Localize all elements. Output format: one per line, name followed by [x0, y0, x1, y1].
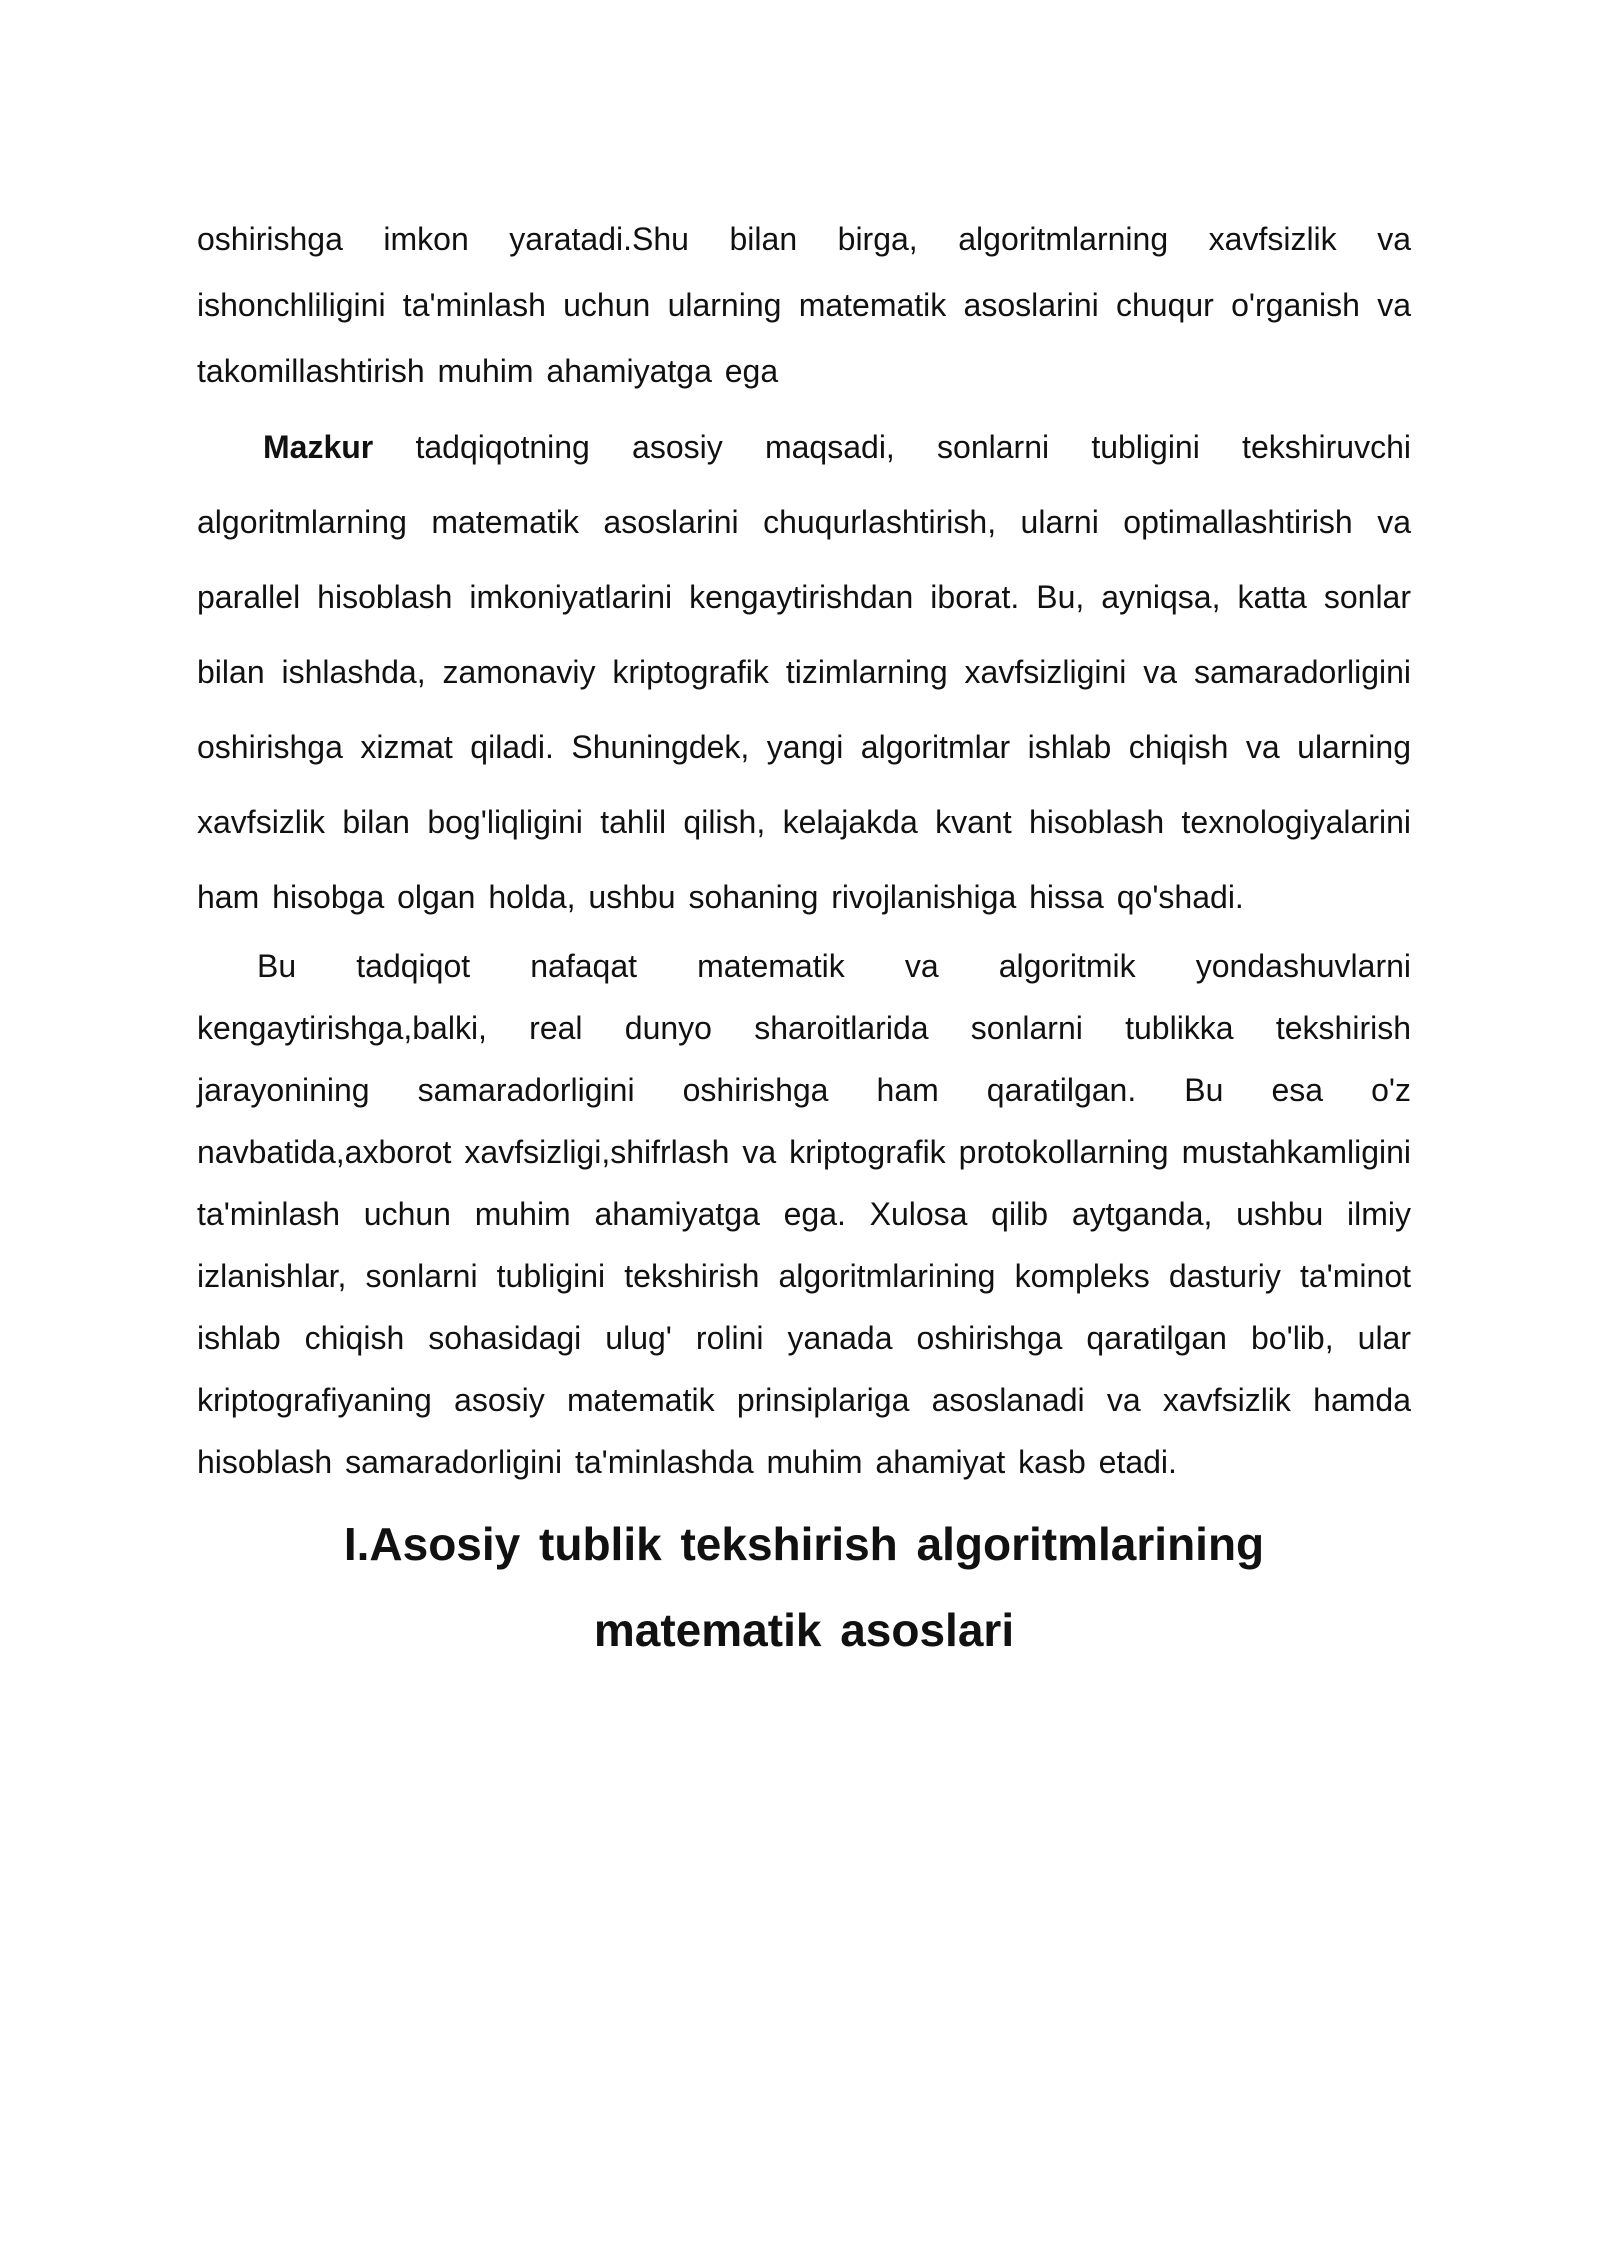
paragraph-text: tadqiqotning asosiy maqsadi, sonlarni tubligini tekshiruvchi algoritmlarning matematik asoslarini chuqurlashtirish, ularni optimallashtirish va parallel hisoblash imkoniyatlarini kengaytirishdan iborat. Bu, ayniqsa, katta sonlar bilan ishlashda, zamonaviy kriptografik tizimlarning xavfsizligini va samaradorligini oshirishga xizmat qiladi. Shuningdek, yangi algoritmlar ishlab chiqish va ularning xavfsizlik bilan bog'liqligini tahlil qilish, kelajakda kvant hisoblash texnologiyalarini ham hisobga olgan holda, ushbu sohaning rivojlanishiga hissa qo'shadi.: [197, 429, 1411, 915]
paragraph-text: oshirishga imkon yaratadi.Shu bilan birga, algoritmlarning xavfsizlik va ishonchliligini ta'minlash uchun ularning matematik asoslarini chuqur o'rganish va takomillashtirish muhim ahamiyatga ega: [197, 221, 1411, 389]
section-heading-line-2: matematik asoslari: [593, 1604, 1015, 1656]
paragraph-lead-word: Mazkur: [263, 429, 374, 465]
section-heading-line-1: I.Asosiy tublik tekshirish algoritmlarining: [343, 1518, 1265, 1570]
document-page: [197, 206, 1411, 1673]
paragraph-text: Bu tadqiqot nafaqat matematik va algoritmik yondashuvlarni kengaytirishga,balki, real dunyo sharoitlarida sonlarni tublikka tekshirish jarayonining samaradorligini oshirishga ham qaratilgan. Bu esa o'z navbatida,axborot xavfsizligi,shifrlash va kriptografik protokollarning mustahkamligini ta'minlash uchun muhim ahamiyatga ega. Xulosa qilib aytganda, ushbu ilmiy izlanishlar, sonlarni tubligini tekshirish algoritmlarining kompleks dasturiy ta'minot ishlab chiqish sohasidagi ulug' rolini yanada oshirishga qaratilgan bo'lib, ular kriptografiyaning asosiy matematik prinsiplariga asoslanadi va xavfsizlik hamda hisoblash samaradorligini ta'minlashda muhim ahamiyat kasb etadi.: [197, 948, 1411, 1480]
paragraph-intro-continuation: [197, 206, 1411, 404]
section-heading: [197, 1501, 1411, 1673]
paragraph-research-goal: [197, 410, 1411, 935]
paragraph-conclusion: [197, 935, 1411, 1493]
